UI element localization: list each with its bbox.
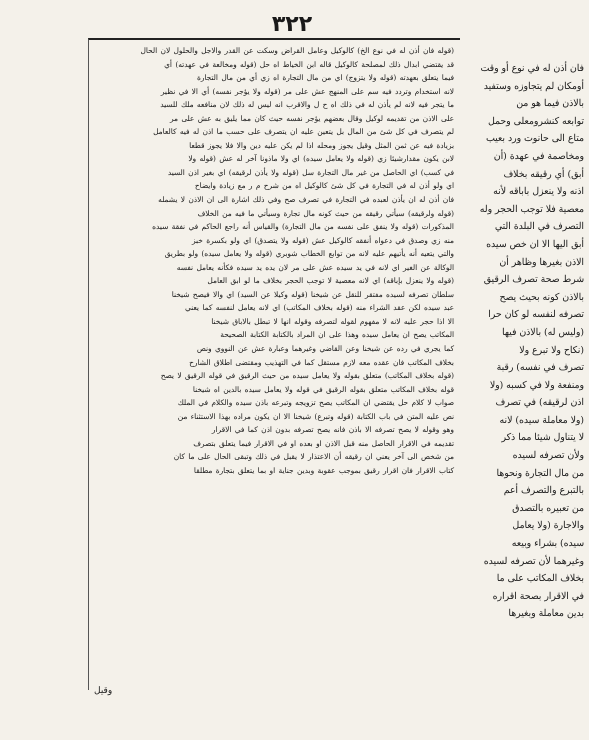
commentary-line: من شخص الى آخر يعني ان رقيقه أن الاعتذار لا يقبل في ذلك وتبقى الحال على ما كان (173, 452, 454, 462)
commentary-line: فيما يتعلق بعهدته (قوله ولا يتزوج) اي من مال التجارة اه زي أي من مال التجارة (196, 73, 454, 83)
matn-line: ولأن تصرفه لسيده (512, 450, 584, 462)
commentary-line: المذكورات (قوله ولا ينفق على نفسه من مال التجارة) والقياس أنه راجع الحاكم في نفقة سيده (152, 222, 454, 232)
matn-line: فان أذن له في نوع أو وقت (480, 63, 584, 74)
commentary-line: بخلاف المكاتب فان عقده معه لازم مستقل كما في التهذيب ومقتضى اطلاق الشارح (189, 357, 454, 367)
matn-line: من تعبيره بالتصدق (512, 502, 584, 514)
commentary-line: كما يجري في رده عن شيخنا وعن القاضي وغيرهما وعبارة عش عن النووي ونص (196, 344, 454, 354)
matn-line: لا يتناول شيئا مما ذكر (501, 432, 584, 444)
commentary-line: لانه استخدام وتردد فيه سم على المنهج عش على مر (قوله ولا يؤجر نفسه) أي الا في نظير (160, 86, 454, 96)
matn-line: بالتبرع والتصرف أعم (503, 485, 584, 497)
matn-line: اذن لرقيقه) في تصرف (495, 397, 584, 409)
commentary-line: منه زي وصدق في دعواه أنفقه كالوكيل عش (قوله ولا يتصدق) اي ولو بكسرة خبز (191, 235, 454, 245)
matn-line: ومنفعة ولا في كسبه (ولا (489, 379, 584, 391)
matn-line: متاع الى حانوت ورد بعيب (486, 133, 584, 145)
matn-line: وغيرهما لأن تصرفه لسيده (483, 555, 584, 567)
commentary-line: صواب لا كلام حل يقتضي ان المكاتب يصح تزويجه وتبرعه باذن سيده والكلام في الملك (177, 398, 454, 408)
matn-line: أبق اليها الا ان خص سيده (486, 238, 584, 250)
commentary-line: لم يتصرف في كل شئ من المال بل يتعين عليه ان يتصرف على حسب ما اذن له فيه كالعامل (153, 127, 454, 137)
matn-line: (نكاح ولا تبرع ولا (519, 344, 584, 356)
matn-line: من مال التجارة ونحوها (496, 467, 584, 479)
matn-line: الاذن بغيرها وظاهر أن (499, 256, 584, 268)
matn-line: في الاقرار بصحة اقراره (492, 590, 584, 602)
matn-line: والاجارة (ولا يعامل (512, 520, 584, 532)
matn-line: بالاذن فيما هو من (516, 98, 584, 110)
commentary-line: لابن يكون مقدارشيئا زي (قوله ولا يعامل سيده) اي ولا ماذونا آخر له عش (قوله ولا (188, 154, 454, 164)
matn-line: التصرف في البلدة التي (494, 221, 584, 233)
commentary-line: ما يتجر فيه لانه لم يأذن له في ذلك اه ح ل والاقرب انه ليس له ذلك لان منافعه ملك للسيد (160, 100, 454, 110)
matn-line: بدين معاملة وبغيرها (508, 608, 584, 620)
commentary-line: تقديمه في الاقرار الحاصل منه قبل الاذن او بعده او في الاقرار فيما يتعلق بتصرف (193, 438, 454, 448)
matn-line: بالاذن كونه بحيث يصح (499, 291, 584, 303)
matn-line: ومخاصمة في عهدة (أن (493, 150, 584, 162)
matn-line: أبق) أي رقيقه بخلاف (503, 168, 584, 180)
matn-line: أومكان لم يتجاوزه وستفيد (483, 80, 584, 92)
matn-line: (ولا معاملة سيده) لانه (499, 414, 584, 426)
matn-line: معصية فلا توجب الحجر وله (479, 203, 584, 215)
commentary-line: (قوله بخلاف المكاتب) متعلق بقوله ولا يعامل سيده من حيث الرقيق في قوله الرقيق لا يصح (160, 371, 454, 381)
matn-line: بخلاف المكاتب على ما (496, 573, 584, 585)
matn-line: تصرف في نفسه) رقبة (496, 362, 584, 374)
commentary-line: (قوله فان أذن له في نوع الخ) كالوكيل وعامل القراض وسكت عن القدر والاجل والحلول لان الحال (140, 46, 454, 55)
commentary-line: اي ولو أذن له في التجارة في كل شئ كالوكيل اه من شرح م ر مع زيادة وايضاح (194, 181, 454, 191)
commentary-line: فان أذن له ان يأذن لعبده في التجارة في تصرف صح وفي ذلك اشارة الى ان الاذن لا يشمله (158, 195, 454, 205)
matn-line: تصرفه لنفسه لو كان حرا (488, 309, 584, 321)
commentary-line: (قوله ولرقيقه) سيأتي رقيقه من حيث كونه مال تجارة وسيأتي ما فيه من الخلاف (197, 208, 454, 218)
commentary-line: عبد سيده لكن عقد الشراء منه (قوله بخلاف المكاتب) اي لانه يعامل لنفسه كما يعني (184, 303, 454, 313)
commentary-line: قوله بخلاف المكاتب متعلق بقوله الرقيق في قوله ولا يعامل سيده بالدين اه شيخنا (192, 384, 454, 394)
page-number: ٣٢٢ (271, 12, 313, 37)
commentary-line: (قوله ولا ينعزل بإباقه) اي لانه معصية لا توجب الحجر بخلاف ما لو ابق العامل (207, 276, 454, 286)
matn-line: شرط صحة تصرف الرقيق (483, 274, 584, 286)
commentary-line: وهو وقوله لا يصح تصرفه الا باذن فانه يصح تصرفه بدون اذن كما في الاقرار (211, 425, 454, 435)
commentary-line: قد يقتضي ابدال ذلك لمصلحة كالوكيل قاله ابن الخياط اه حل (قوله ومخالعة في عهدته) أي (164, 59, 454, 69)
commentary-line: سلطان تصرفه لسيده مفتقر للنقل عن شيخنا (قوله وكيلا عن السيد) اي والا فيصح شيخنا (171, 289, 454, 299)
matn-text-block (472, 60, 584, 620)
commentary-text-block (92, 44, 454, 684)
commentary-line: نص عليه المتن في باب الكتابة (قوله وتبرع) شيخنا الا ان يكون مراده بهذا الاستثناء من (177, 411, 454, 421)
commentary-line: المكاتب يصح ان يعامل سيده وهذا على ان المراد بالكتابة الكتابة الصحيحة (220, 330, 454, 340)
matn-line: اذنه ولا ينعزل باباقه لأنه (493, 186, 584, 198)
commentary-line: الوكالة عن الغير اي لانه في يد سيده عش على مر لان يده يد سيده فكأنه يعامل نفسه (176, 262, 454, 272)
matn-line: (وليس له) بالاذن فيها (502, 326, 584, 338)
commentary-line: والتي يتعيه أنه يأتيهم عليه لانه من توابع الخطاب شوبري (قوله ولا يعامل سيده) ولو بطريق (164, 249, 454, 259)
commentary-line: في كسب) اي الحاصل من غير مال التجارة سل (قوله ولا يأذن لرقيقه) اي بغير اذن السيد (167, 167, 454, 177)
catchword: وقيل (94, 686, 113, 696)
commentary-line: بزيادة فيه عن ثمن المثل وقيل يجوز ومحله اذا لم يكن عليه دين والا فلا يجوز قطعا (189, 140, 454, 150)
commentary-line: على الاذن من تقديمه لوكيل وقال بعضهم يؤجر نفسه حيث كان مما يليق به عش على مر (169, 113, 454, 123)
commentary-line: الا اذا حجر عليه لانه لا مفهوم لقوله لتصرفه وقوله انها لا تبطل بالاباق شيخنا (211, 316, 454, 326)
matn-line: توابعه كنشرومعلى وحمل (487, 115, 584, 127)
matn-line: سيده) بشراء وبيعه (511, 538, 584, 550)
commentary-line: كتاب الاقرار فان اقرار رقيق بموجب عقوبة وبدين جناية او بما يتعلق بتجارة مطلقا (193, 465, 454, 475)
